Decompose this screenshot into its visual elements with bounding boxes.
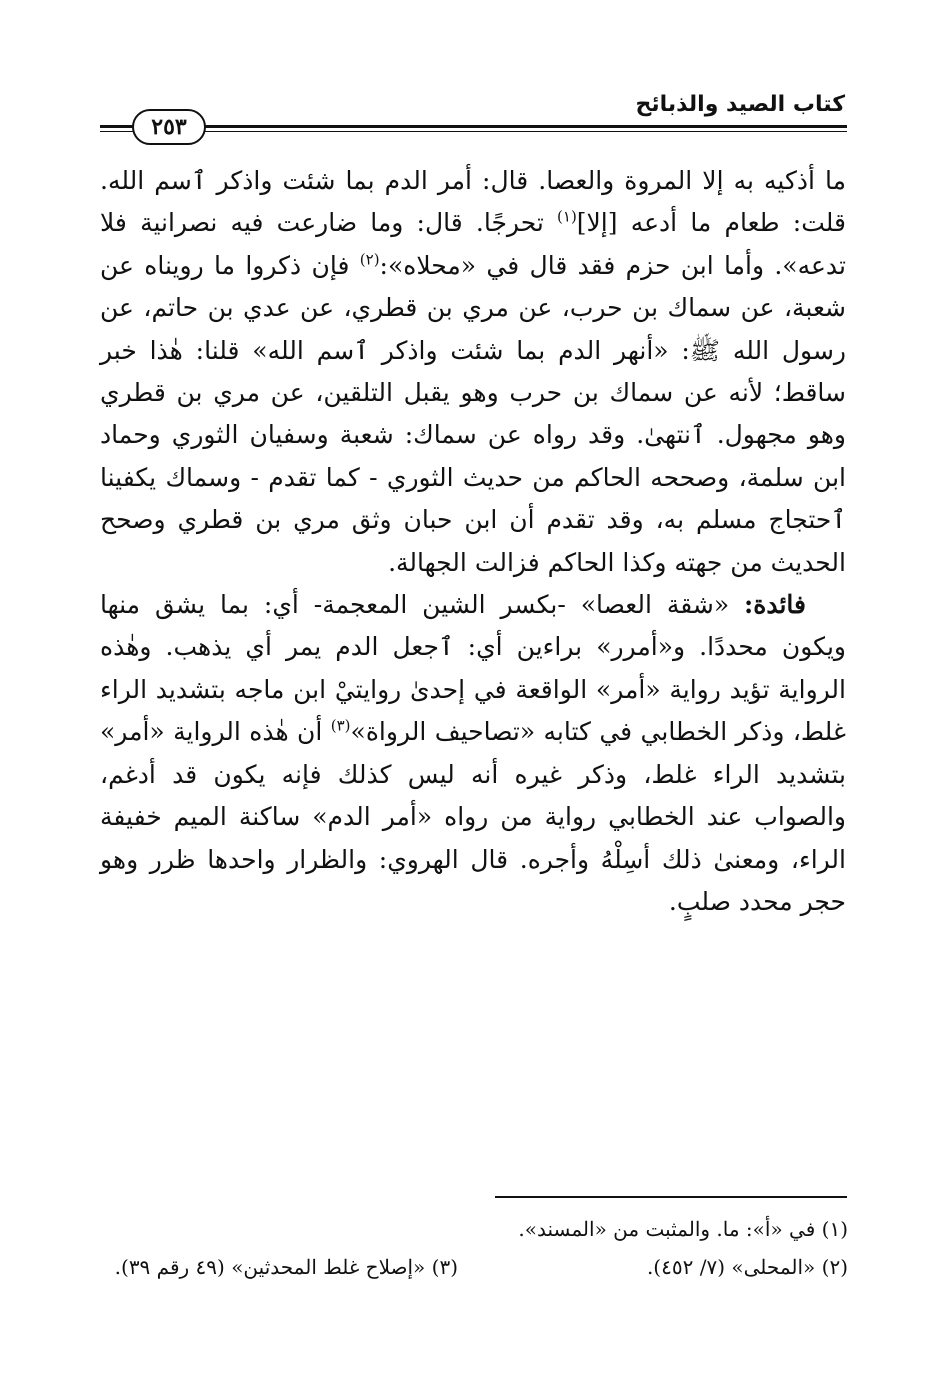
- page-number-badge: ٢٥٣: [132, 109, 206, 145]
- footnote-1: (١) في «أ»: ما. والمثبت من «المسند».: [518, 1217, 848, 1241]
- footnotes: [100, 1210, 848, 1286]
- running-header-title: كتاب الصيد والذبائح: [635, 92, 845, 117]
- header-rule-thick: [100, 125, 847, 128]
- footnote-2: (٢) «المحلى» (٧/ ٤٥٢).: [646, 1255, 848, 1279]
- footnote-marker-1: (١): [557, 208, 577, 227]
- footnote-marker-2: (٢): [359, 250, 380, 269]
- footnote-line-1: [100, 1210, 848, 1248]
- footnote-line-2: [100, 1248, 848, 1286]
- paragraph-2: [100, 584, 846, 923]
- paragraph-1: [100, 160, 846, 584]
- paragraph-1-part-2: تحرجًا. قال: وما ضارعت فيه نصرانية فلا تدعه». وأما ابن حزم فقد قال في «محلاه»:: [100, 208, 847, 280]
- footnote-marker-3: (٣): [330, 716, 351, 735]
- paragraph-1-part-1: ما أذكيه به إلا المروة والعصا. قال: أمر الدم بما شئت واذكر ٱسم الله. قلت: طعام ما أدعه [إلا]: [100, 166, 846, 238]
- benefit-lead-word: فائدة:: [744, 590, 806, 620]
- paragraph-2-part-2: أن هٰذه الرواية «أمر» بتشديد الراء غلط، وذكر غيره أنه ليس كذلك فإنه يكون قد أدغم، والصواب عند الخطابي رواية من رواه «أمر الدم» ساكنة الميم خفيفة الراء، ومعنىٰ ذلك أسِلْهُ وأجره. قال الهروي: والظرار واحدها ظرر وهو حجر محدد صلبٍ.: [100, 717, 846, 916]
- footnote-separator: [495, 1196, 847, 1198]
- header-rule-thin: [100, 131, 847, 132]
- footnote-3: (٣) «إصلاح غلط المحدثين» (٤٩ رقم ٣٩).: [114, 1255, 458, 1279]
- paragraph-2-part-1: «شقة العصا» -بكسر الشين المعجمة- أي: بما يشق منها ويكون محددًا. و«أمرر» براءين أي: ٱجعل الدم يمر أي يذهب. وهٰذه الرواية تؤيد رواية «أمر» الواقعة في إحدىٰ روايتيْ ابن ماجه بتشديد الراء غلط، وذكر الخطابي في كتابه «تصاحيف الرواة»: [100, 590, 846, 747]
- paragraph-1-part-3: فإن ذكروا ما رويناه عن شعبة، عن سماك بن حرب، عن مري بن قطري، عن عدي بن حاتم، عن رسول الله ﷺ: «أنهر الدم بما شئت واذكر ٱسم الله» قلنا: هٰذا خبر ساقط؛ لأنه عن سماك بن حرب وهو يقبل التلقين، عن مري بن قطري وهو مجهول. ٱنتهىٰ. وقد رواه عن سماك: شعبة وسفيان الثوري وحماد ابن سلمة، وصححه الحاكم من حديث الثوري - كما تقدم - وسماك يكفينا ٱحتجاج مسلم به، وقد تقدم أن ابن حبان وثق مري بن قطري وصحح الحديث من جهته وكذا الحاكم فزالت الجهالة.: [100, 250, 846, 577]
- main-text: [100, 160, 846, 923]
